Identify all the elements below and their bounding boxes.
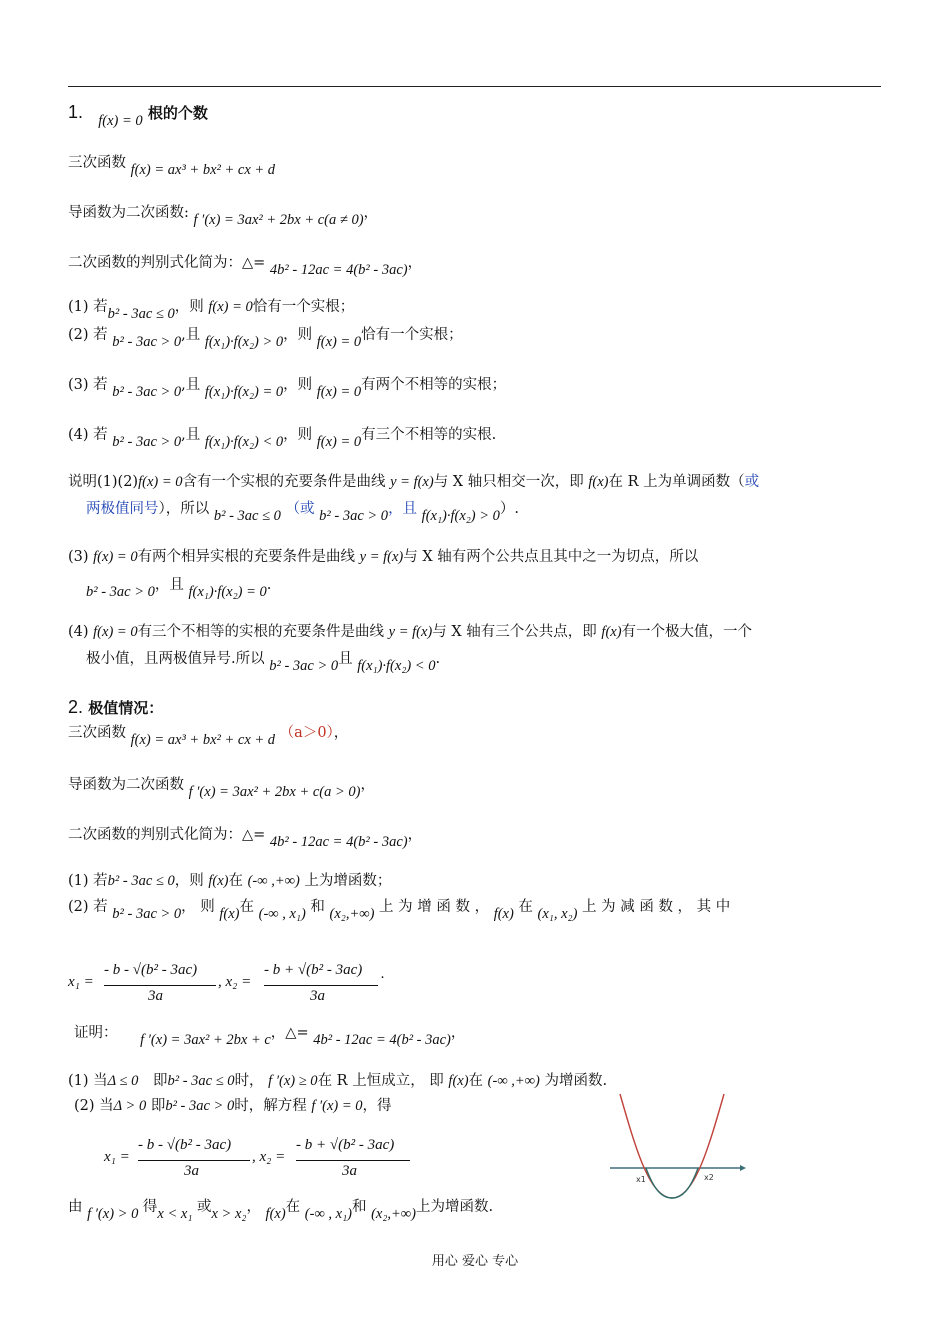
text: ，则 <box>174 299 204 315</box>
math-expr: b² - 3ac > 0 <box>112 384 182 400</box>
math-expr: f(x) = 0 <box>138 474 183 490</box>
text: 与 X 轴只相交一次，即 <box>433 474 584 490</box>
math-expr: f(x) = 0 <box>93 549 138 565</box>
math-expr: 4b² - 12ac = 4(b² - 3ac) <box>269 262 408 278</box>
s1-note3 <box>68 548 698 566</box>
math-expr: 4b² - 12ac = 4(b² - 3ac) <box>269 834 408 850</box>
text: 二次函数的判别式化简为：△= <box>68 255 266 271</box>
heading-expr: f(x) = 0 <box>98 113 143 129</box>
text: ,且 <box>181 327 201 343</box>
math-expr: f(x) <box>448 1073 469 1089</box>
text: (1) 若 <box>68 299 108 315</box>
math-expr: (-∞ , x₁) <box>258 906 306 922</box>
section-number: 2. <box>68 697 84 717</box>
math-expr: b² - 3ac > 0 <box>269 658 339 674</box>
s2-proof-case2 <box>74 1097 392 1115</box>
text: 在 <box>518 899 533 915</box>
math-expr: f ′(x) = 3ax² + 2bx + c(a > 0) <box>188 784 361 800</box>
math-expr: y = f(x) <box>390 474 434 490</box>
text: 三次函数 <box>68 155 126 171</box>
math-expr: f(x₁)·f(x₂) > 0 <box>421 508 500 524</box>
math-expr: f(x) = 0 <box>208 299 253 315</box>
text: 在 R 上为单调函数（ <box>608 474 745 490</box>
heading-title: 根的个数 <box>147 104 208 122</box>
s1-case3 <box>68 376 507 400</box>
math-expr: f(x) = ax³ + bx² + cx + d <box>130 162 276 178</box>
text: 两极值同号 <box>86 501 159 517</box>
text: 有两个不相等的实根； <box>361 377 507 393</box>
fraction-bar <box>104 985 216 986</box>
text: 有两个相异实根的充要条件是曲线 <box>137 549 356 565</box>
text: ,且 <box>181 377 201 393</box>
header-rule <box>68 86 881 87</box>
numerator: - b + √(b² - 3ac) <box>264 962 363 978</box>
text: 即 <box>150 1098 166 1114</box>
denominator: 3a <box>310 988 325 1004</box>
numerator: - b - √(b² - 3ac) <box>104 962 198 978</box>
text: 在 <box>468 1073 484 1089</box>
y1-lhs: x₁ = <box>104 1149 130 1165</box>
x1-lhs: x₁ = <box>68 974 94 990</box>
s1-note5 <box>68 623 752 641</box>
fraction-bar <box>138 1160 250 1161</box>
text: 上 为 减 函 数 ， 其 中 <box>582 899 731 915</box>
s2-case2 <box>68 898 731 922</box>
denominator: 3a <box>148 988 163 1004</box>
math-expr: x < x₁ <box>157 1206 193 1222</box>
parabola-graph <box>608 1090 748 1200</box>
math-expr: f ′(x) = 0 <box>311 1098 363 1114</box>
text: 或 <box>744 474 760 490</box>
s1-case2 <box>68 326 463 350</box>
text: ， <box>333 725 349 741</box>
text: 即 <box>152 1073 168 1089</box>
text: 有三个不相等的实根的充要条件是曲线 <box>137 624 385 640</box>
math-expr: f(x₁)·f(x₂) = 0 <box>204 384 284 400</box>
math-expr: b² - 3ac > 0 <box>112 334 182 350</box>
s1-case4 <box>68 426 497 450</box>
s2-line2 <box>68 776 375 800</box>
math-expr: f ′(x) ≥ 0 <box>268 1073 318 1089</box>
text: 上为增函数. <box>415 1199 494 1215</box>
text: 和 <box>351 1199 367 1215</box>
math-expr: y = f(x) <box>359 549 404 565</box>
math-expr: f(x₁)·f(x₂) < 0 <box>204 434 284 450</box>
math-expr: (-∞ ,+∞) <box>247 873 300 889</box>
fraction-bar <box>264 985 378 986</box>
text: 含有一个实根的充要条件是曲线 <box>182 474 386 490</box>
text: ，且 <box>388 501 418 517</box>
text: (1) 若 <box>68 873 108 889</box>
math-expr: f(x) <box>588 474 609 490</box>
math-expr: f(x) = 0 <box>316 384 362 400</box>
math-expr: x > x₂ <box>211 1206 247 1222</box>
text: (2) 当 <box>74 1098 114 1114</box>
s2-proof <box>74 1024 466 1048</box>
text: (3) <box>68 549 89 565</box>
math-expr: f(x) <box>493 906 514 922</box>
s1-line2 <box>68 204 379 228</box>
parabola-below-axis <box>646 1168 698 1198</box>
text: (4) <box>68 624 89 640</box>
math-expr: (x₂,+∞) <box>371 1206 416 1222</box>
text: 有一个极大值，一个 <box>621 624 753 640</box>
denominator: 3a <box>342 1163 357 1179</box>
section-number: 1. <box>68 102 84 122</box>
text: 与 X 轴有三个公共点，即 <box>432 624 597 640</box>
math-expr: b² - 3ac > 0 <box>165 1098 235 1114</box>
section1-heading <box>68 102 208 129</box>
math-expr: (x₁, x₂) <box>537 906 578 922</box>
text: 证明： <box>74 1025 118 1041</box>
math-expr: b² - 3ac ≤ 0 <box>213 508 281 524</box>
s2-line1 <box>68 724 349 748</box>
s2-line3 <box>68 826 423 850</box>
text: ，则 <box>283 427 313 443</box>
text: 极小值，且两极值异号.所以 <box>86 651 265 667</box>
math-expr: f ′(x) = 3ax² + 2bx + c <box>140 1032 271 1048</box>
math-expr: b² - 3ac ≤ 0 <box>107 306 175 322</box>
text: 说明(1)(2) <box>68 474 139 490</box>
numerator: - b - √(b² - 3ac) <box>138 1137 232 1153</box>
x-axis-arrow <box>740 1165 746 1171</box>
math-expr: b² - 3ac > 0 <box>112 906 182 922</box>
text: ，则 <box>283 327 313 343</box>
math-expr: b² - 3ac > 0 <box>319 508 389 524</box>
text: 导函数为二次函数 <box>68 777 184 793</box>
math-expr: f(x₁)·f(x₂) = 0 <box>188 584 267 600</box>
text: 恰有一个实根； <box>252 299 355 315</box>
math-expr: f(x) = 0 <box>93 624 138 640</box>
x2-lhs: , x₂ = <box>218 974 252 990</box>
text: ，得 <box>362 1098 392 1114</box>
math-expr: f ′(x) = 3ax² + 2bx + c(a ≠ 0) <box>193 212 364 228</box>
text: 和 <box>310 899 325 915</box>
text: (4) 若 <box>68 427 108 443</box>
math-expr: (x₂,+∞) <box>329 906 375 922</box>
math-expr: (-∞ , x₁) <box>304 1206 352 1222</box>
math-expr: (-∞ ,+∞) <box>487 1073 540 1089</box>
s2-case1 <box>68 872 391 890</box>
text: ，则 <box>283 377 313 393</box>
text: 得 <box>142 1199 158 1215</box>
math-expr: 4b² - 12ac = 4(b² - 3ac) <box>313 1032 451 1048</box>
text: (3) 若 <box>68 377 108 393</box>
math-expr: b² - 3ac > 0 <box>86 584 155 600</box>
s2-proof-case1 <box>68 1072 607 1090</box>
numerator: - b + √(b² - 3ac) <box>296 1137 395 1153</box>
label-x2: x2 <box>704 1173 714 1182</box>
math-expr: f(x) = 0 <box>316 434 362 450</box>
math-expr: f(x) <box>601 624 622 640</box>
text: 三次函数 <box>68 725 126 741</box>
math-expr: b² - 3ac > 0 <box>112 434 182 450</box>
s1-note2 <box>86 500 520 524</box>
math-expr: b² - 3ac ≤ 0 <box>167 1073 235 1089</box>
math-expr: f(x₁)·f(x₂) > 0 <box>204 334 284 350</box>
page-footer: 用心 爱心 专心 <box>431 1254 519 1269</box>
text: ， <box>407 827 423 843</box>
text: 为增函数. <box>544 1073 608 1089</box>
text: ，△= <box>270 1025 309 1041</box>
text: ， <box>360 777 375 793</box>
s1-note4 <box>86 576 272 600</box>
text: 二次函数的判别式化简为：△= <box>68 827 266 843</box>
text: （a＞0） <box>279 725 334 741</box>
text: 上为增函数； <box>304 873 392 889</box>
text: ，则 <box>174 873 204 889</box>
x-end: . <box>381 966 385 982</box>
math-expr: Δ > 0 <box>113 1098 147 1114</box>
text: 导函数为二次函数: <box>68 205 189 221</box>
text: 或 <box>196 1199 212 1215</box>
text: 由 <box>68 1199 83 1215</box>
label-x1: x1 <box>636 1175 646 1184</box>
s1-note6 <box>86 650 441 674</box>
math-expr: f(x) = ax³ + bx² + cx + d <box>130 732 276 748</box>
text: ， <box>450 1025 466 1041</box>
text: ， 则 <box>181 899 215 915</box>
text: （或 <box>285 501 315 517</box>
text: 时，解方程 <box>234 1098 307 1114</box>
text: (1) 当 <box>68 1073 108 1089</box>
text: ， <box>363 205 379 221</box>
text: . <box>266 577 272 593</box>
y2-lhs: , x₂ = <box>252 1149 286 1165</box>
text: ），所以 <box>158 501 210 517</box>
denominator: 3a <box>184 1163 199 1179</box>
text: 时， <box>234 1073 264 1089</box>
s1-line1 <box>68 154 276 178</box>
section2-heading <box>68 698 163 717</box>
math-expr: f(x) <box>265 1206 286 1222</box>
math-expr: f(x) = 0 <box>316 334 362 350</box>
text: 有三个不相等的实根. <box>361 427 497 443</box>
text: ， <box>407 255 423 271</box>
text: 上 为 增 函 数 ， <box>379 899 490 915</box>
math-expr: b² - 3ac ≤ 0 <box>107 873 175 889</box>
fraction-bar <box>296 1160 410 1161</box>
text: ）. <box>499 501 520 517</box>
text: (2) 若 <box>68 327 108 343</box>
text: . <box>435 651 441 667</box>
text: 在 <box>239 899 255 915</box>
math-expr: f ′(x) > 0 <box>87 1206 139 1222</box>
s1-note1 <box>68 473 759 491</box>
heading-title: 极值情况： <box>88 699 164 717</box>
text: 在 R 上恒成立， 即 <box>317 1073 444 1089</box>
text: 在 <box>285 1199 301 1215</box>
text: 与 X 轴有两个公共点且其中之一为切点，所以 <box>403 549 699 565</box>
s2-conclusion <box>68 1198 494 1222</box>
text: 且 <box>338 651 353 667</box>
text: ， <box>246 1199 261 1215</box>
s1-line3 <box>68 254 423 278</box>
math-expr: y = f(x) <box>388 624 433 640</box>
text: ,且 <box>181 427 201 443</box>
text: (2) 若 <box>68 899 108 915</box>
text: 在 <box>228 873 243 889</box>
math-expr: Δ ≤ 0 <box>107 1073 139 1089</box>
text: 恰有一个实根； <box>361 327 463 343</box>
math-expr: f(x) <box>208 873 229 889</box>
text: ，且 <box>154 577 184 593</box>
math-expr: f(x) <box>219 906 240 922</box>
s1-case1 <box>68 298 355 322</box>
math-expr: f(x₁)·f(x₂) < 0 <box>357 658 436 674</box>
